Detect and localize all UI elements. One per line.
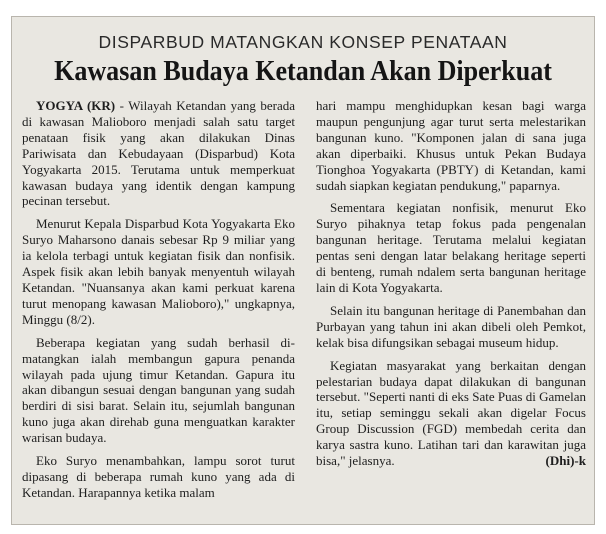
article-paragraph: Menurut Kepala Disparbud Kota Yogyakarta Eko Suryo Maharsono danais sebesar Rp 9 miliar yang ia kelola terbagi untuk kegiatan fisik dan nonfisik. Aspek fisik akan lebih banyak menyentuh wilayah Ketandan. "Nuansanya akan kami perkuat karena turut menopang kawasan Malioboro)," ungkapnya, Minggu (8/2). (22, 216, 295, 327)
article-paragraph: Selain itu bangunan heritage di Panembahan dan Purbayan yang tahun ini akan dibeli oleh Pemkot, kelak bisa difungsikan sebagai museum hidup. (316, 302, 586, 350)
article-lead-text: - Wilayah Ketandan yang berada di kawasan Malioboro menjadi salah satu target penataan fisik yang akan dilakukan Dinas Pariwisata dan Kebudayaan (Disparbud) Kota Yogyakarta 2015. Terutama untuk memperkuat kawasan budaya yang identik dengan kampung pecinan tersebut. (22, 98, 296, 209)
article-kicker: DISPARBUD MATANGKAN KONSEP PENATAAN (98, 32, 508, 52)
article-signoff: (Dhi)-k (545, 453, 586, 469)
article-dateline: YOGYA (KR) (36, 98, 116, 113)
article-headline: Kawasan Budaya Ketandan Akan Diperkuat (54, 56, 552, 87)
news-clipping (11, 16, 595, 525)
article-final-text: Kegiatan masyarakat yang berkaitan dengan pelestarian budaya dapat dilakukan di bangunan tersebut. "Seperti nanti di eks Sate Puas di Gamelan itu, setiap seminggu sekali akan digelar Focus Group Discussion (FGD) membedah cerita dan karya sastra kuno. Latihan tari dan karawitan juga bisa," jelasnya. (316, 357, 586, 469)
article-paragraph: Sementara kegiatan nonfisik, menurut Eko Suryo pihaknya tetap fokus pada pengenalan bangunan heritage. Terutama melalui kegiatan pentas seni dengan latar belakang heritage seperti di benteng, rumah ndalem serta bangunan heritage lain di Kota Yogyakarta. (316, 200, 586, 295)
article-paragraph-continued: hari mampu menghidupkan kesan bagi warga maupun pengunjung agar turut serta melestarikan bangunan kuno. "Komponen jalan di sana juga akan diperbaiki. Khusus untuk Pekan Budaya Tionghoa Yogyakarta (PBTY) di Ketandan, kami sudah siapkan kegiatan pendukung," paparnya. (316, 98, 586, 193)
article-paragraph: Eko Suryo menambahkan, lampu sorot turut dipasang di beberapa rumah kuno yang ada di Ketandan. Harapannya ketika malam (22, 453, 295, 500)
article-column-left (22, 98, 295, 508)
article-column-right (316, 98, 586, 476)
article-paragraph: Beberapa kegiatan yang sudah berhasil dimatangkan ialah membangun gapura penanda wilayah pada ujung timur Ketandan. Gapura itu akan dibangun sesuai dengan bangunan yang sudah berdiri di sisi barat. Selain itu, sejumlah bangunan kuno juga akan direhab guna menguatkan karakter warisan budaya. (22, 334, 295, 446)
article-paragraph-final (316, 358, 586, 469)
article-paragraph-lead (22, 98, 295, 209)
